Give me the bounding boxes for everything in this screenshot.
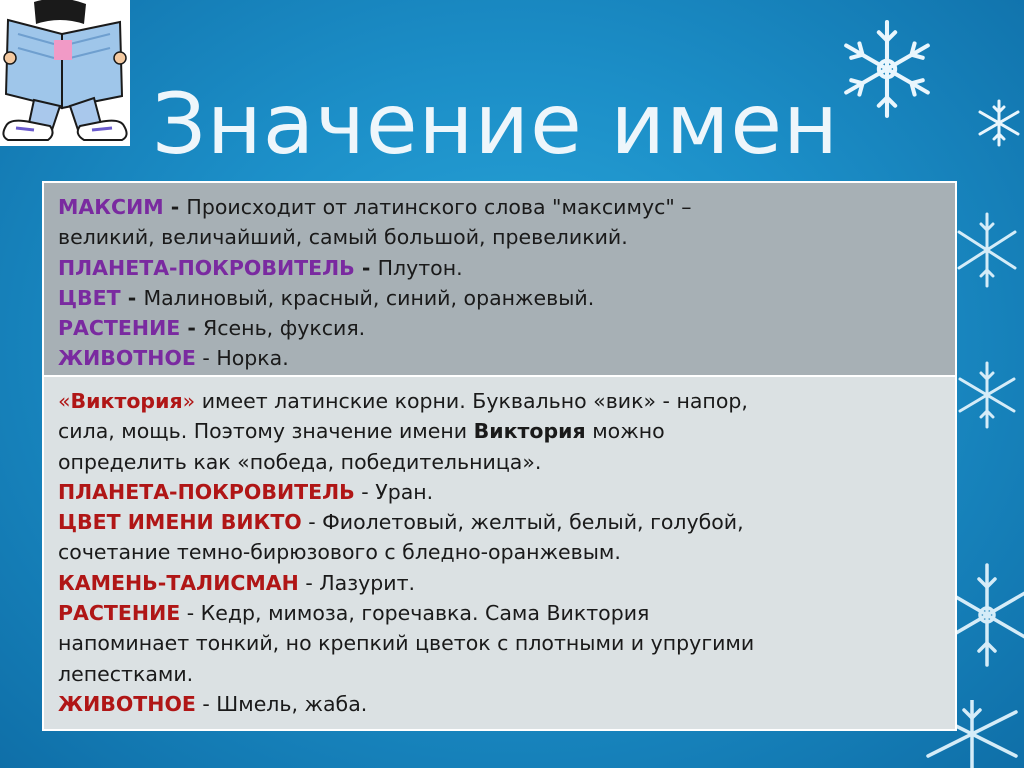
snowflake-icon [957,210,1017,290]
viktoria-animal-line: ЖИВОТНОЕ - Шмель, жаба. [58,691,368,716]
viktoria-animal-label: ЖИВОТНОЕ [58,691,196,716]
viktoria-color-line: ЦВЕТ ИМЕНИ ВИКТО - Фиолетовый, желтый, белый, голубой, [58,510,744,535]
viktoria-row [44,377,955,729]
snowflake-icon [836,18,938,120]
viktoria-plant-line: РАСТЕНИЕ - Кедр, мимоза, горечавка. Сама Виктория [58,601,650,626]
maksim-animal-line: ЖИВОТНОЕ - Норка. [58,346,289,371]
maksim-name: МАКСИМ [58,195,164,219]
snowflake-icon [957,360,1017,430]
snowflake-icon [974,98,1024,148]
maksim-color-label: ЦВЕТ [58,285,121,310]
viktoria-stone-line: КАМЕНЬ-ТАЛИСМАН - Лазурит. [58,570,416,595]
maksim-animal-label: ЖИВОТНОЕ [58,346,196,371]
viktoria-planet-line: ПЛАНЕТА-ПОКРОВИТЕЛЬ - Уран. [58,479,434,504]
maksim-planet-line: ПЛАНЕТА-ПОКРОВИТЕЛЬ - Плутон. [58,255,463,280]
viktoria-planet-label: ПЛАНЕТА-ПОКРОВИТЕЛЬ [58,479,355,504]
maksim-color-line: ЦВЕТ - Малиновый, красный, синий, оранжевый. [58,285,595,310]
viktoria-intro-line: «Виктория» имеет латинские корни. Буквально «вик» - напор, [58,389,748,413]
maksim-plant-label: РАСТЕНИЕ [58,316,181,341]
viktoria-plant-label: РАСТЕНИЕ [58,601,181,626]
maksim-plant-line: РАСТЕНИЕ - Ясень, фуксия. [58,316,366,341]
child-reading-book-icon [0,0,130,146]
viktoria-color-cont: сочетание темно-бирюзового с бледно-оранжевым. [58,540,621,565]
viktoria-intro-line-2: сила, мощь. Поэтому значение имени Виктория можно [58,419,665,444]
maksim-planet-label: ПЛАНЕТА-ПОКРОВИТЕЛЬ [58,255,355,280]
name-meaning-table [42,181,957,731]
slide-title: Значение имен [152,75,840,173]
viktoria-name: Виктория [70,389,183,413]
viktoria-intro-line-3: определить как «победа, победительница». [58,449,542,474]
maksim-origin-line: МАКСИМ - Происходит от латинского слова "максимус" – [58,195,692,219]
viktoria-stone-label: КАМЕНЬ-ТАЛИСМАН [58,570,299,595]
snowflake-icon [957,560,1024,670]
maksim-origin-cont: великий, величайший, самый большой, превеликий. [58,225,628,250]
viktoria-color-label: ЦВЕТ ИМЕНИ ВИКТО [58,510,302,535]
maksim-row [44,183,955,377]
viktoria-plant-cont-2: лепестками. [58,661,194,686]
viktoria-plant-cont: напоминает тонкий, но крепкий цветок с плотными и упругими [58,631,755,656]
